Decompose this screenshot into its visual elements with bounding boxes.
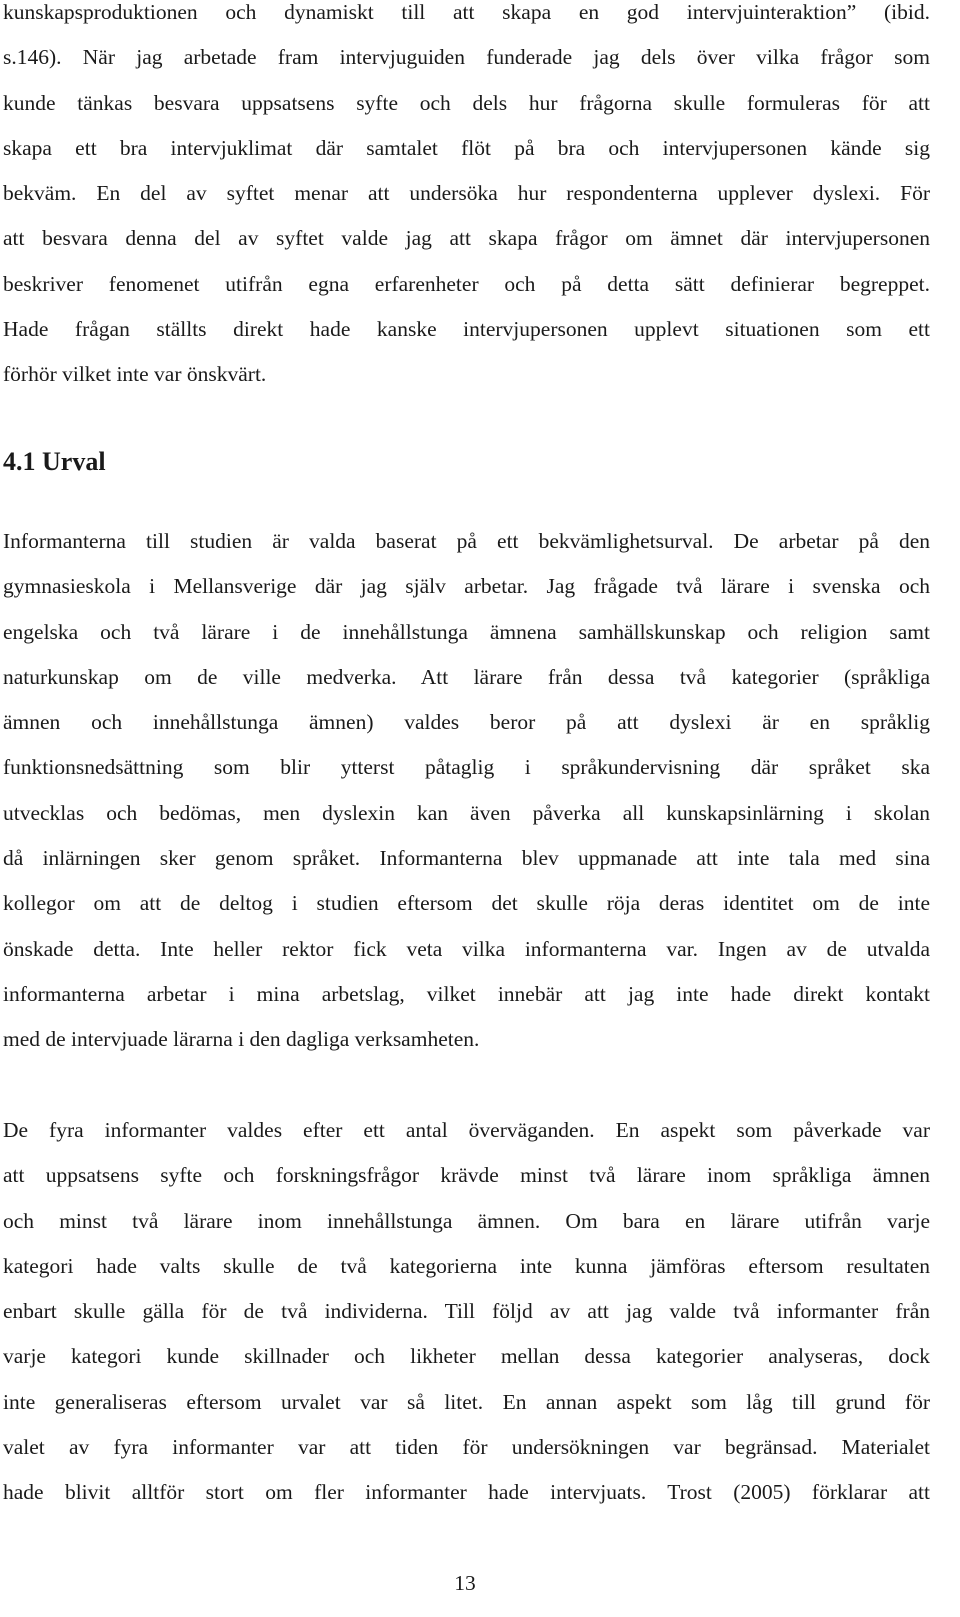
text-line: kunde tänkas besvara uppsatsens syfte och dels hur frågorna skulle formuleras för att xyxy=(3,90,930,115)
text-line: bekväm. En del av syftet menar att undersöka hur respondenterna upplever dyslexi. För xyxy=(3,181,930,206)
section-heading: 4.1 Urval xyxy=(3,447,106,476)
text-line: önskade detta. Inte heller rektor fick veta vilka informanterna var. Ingen av de utvalda xyxy=(3,936,930,961)
text-line: naturkunskap om de ville medverka. Att lärare från dessa två kategorier (språkliga xyxy=(3,664,930,689)
text-line: skapa ett bra intervjuklimat där samtalet flöt på bra och intervjupersonen kände sig xyxy=(3,135,930,160)
text-line: utvecklas och bedömas, men dyslexin kan även påverka all kunskapsinlärning i skolan xyxy=(3,800,930,825)
body-paragraph-1 xyxy=(3,0,930,398)
body-paragraph-2 xyxy=(3,519,930,1063)
text-line: och minst två lärare inom innehållstunga ämnen. Om bara en lärare utifrån varje xyxy=(3,1208,930,1233)
text-line: kategori hade valts skulle de två kategorierna inte kunna jämföras eftersom resultaten xyxy=(3,1253,930,1278)
text-line: att uppsatsens syfte och forskningsfrågor krävde minst två lärare inom språkliga ämnen xyxy=(3,1163,930,1188)
text-line: förhör vilket inte var önskvärt. xyxy=(3,362,267,387)
text-line: engelska och två lärare i de innehållstunga ämnena samhällskunskap och religion samt xyxy=(3,619,930,644)
text-line: funktionsnedsättning som blir ytterst påtaglig i språkundervisning där språket ska xyxy=(3,755,930,780)
text-line: gymnasieskola i Mellansverige där jag själv arbetar. Jag frågade två lärare i svenska och xyxy=(3,574,930,599)
text-line: att besvara denna del av syftet valde jag att skapa frågor om ämnet där intervjupersonen xyxy=(3,226,930,251)
body-paragraph-3 xyxy=(3,1108,930,1516)
text-line: kollegor om att de deltog i studien eftersom det skulle röja deras identitet om de inte xyxy=(3,891,930,916)
text-line: De fyra informanter valdes efter ett antal överväganden. En aspekt som påverkade var xyxy=(3,1118,930,1142)
text-line: varje kategori kunde skillnader och likheter mellan dessa kategorier analyseras, dock xyxy=(3,1344,930,1369)
text-line: enbart skulle gälla för de två individerna. Till följd av att jag valde två informanter från xyxy=(3,1299,930,1324)
text-line: Hade frågan ställts direkt hade kanske intervjupersonen upplevt situationen som ett xyxy=(3,317,930,342)
text-line: inte generaliseras eftersom urvalet var så litet. En annan aspekt som låg till grund för xyxy=(3,1389,930,1414)
text-line: med de intervjuade lärarna i den dagliga verksamheten. xyxy=(3,1027,480,1052)
text-line: då inlärningen sker genom språket. Informanterna blev uppmanade att inte tala med sina xyxy=(3,846,930,871)
text-line: kunskapsproduktionen och dynamiskt till att skapa en god intervjuinteraktion” (ibid. xyxy=(3,0,930,24)
page-number: 13 xyxy=(454,1571,476,1595)
text-line: informanterna arbetar i mina arbetslag, vilket innebär att jag inte hade direkt kontakt xyxy=(3,981,930,1006)
text-line: beskriver fenomenet utifrån egna erfarenheter och på detta sätt definierar begreppet. xyxy=(3,271,930,296)
text-line: hade blivit alltför stort om fler informanter hade intervjuats. Trost (2005) förklarar att xyxy=(3,1480,930,1505)
text-line: ämnen och innehållstunga ämnen) valdes beror på att dyslexi är en språklig xyxy=(3,710,930,735)
text-line: Informanterna till studien är valda baserat på ett bekvämlighetsurval. De arbetar på den xyxy=(3,529,930,553)
text-line: valet av fyra informanter var att tiden för undersökningen var begränsad. Materialet xyxy=(3,1435,930,1460)
text-line: s.146). När jag arbetade fram intervjuguiden funderade jag dels över vilka frågor som xyxy=(3,45,930,70)
